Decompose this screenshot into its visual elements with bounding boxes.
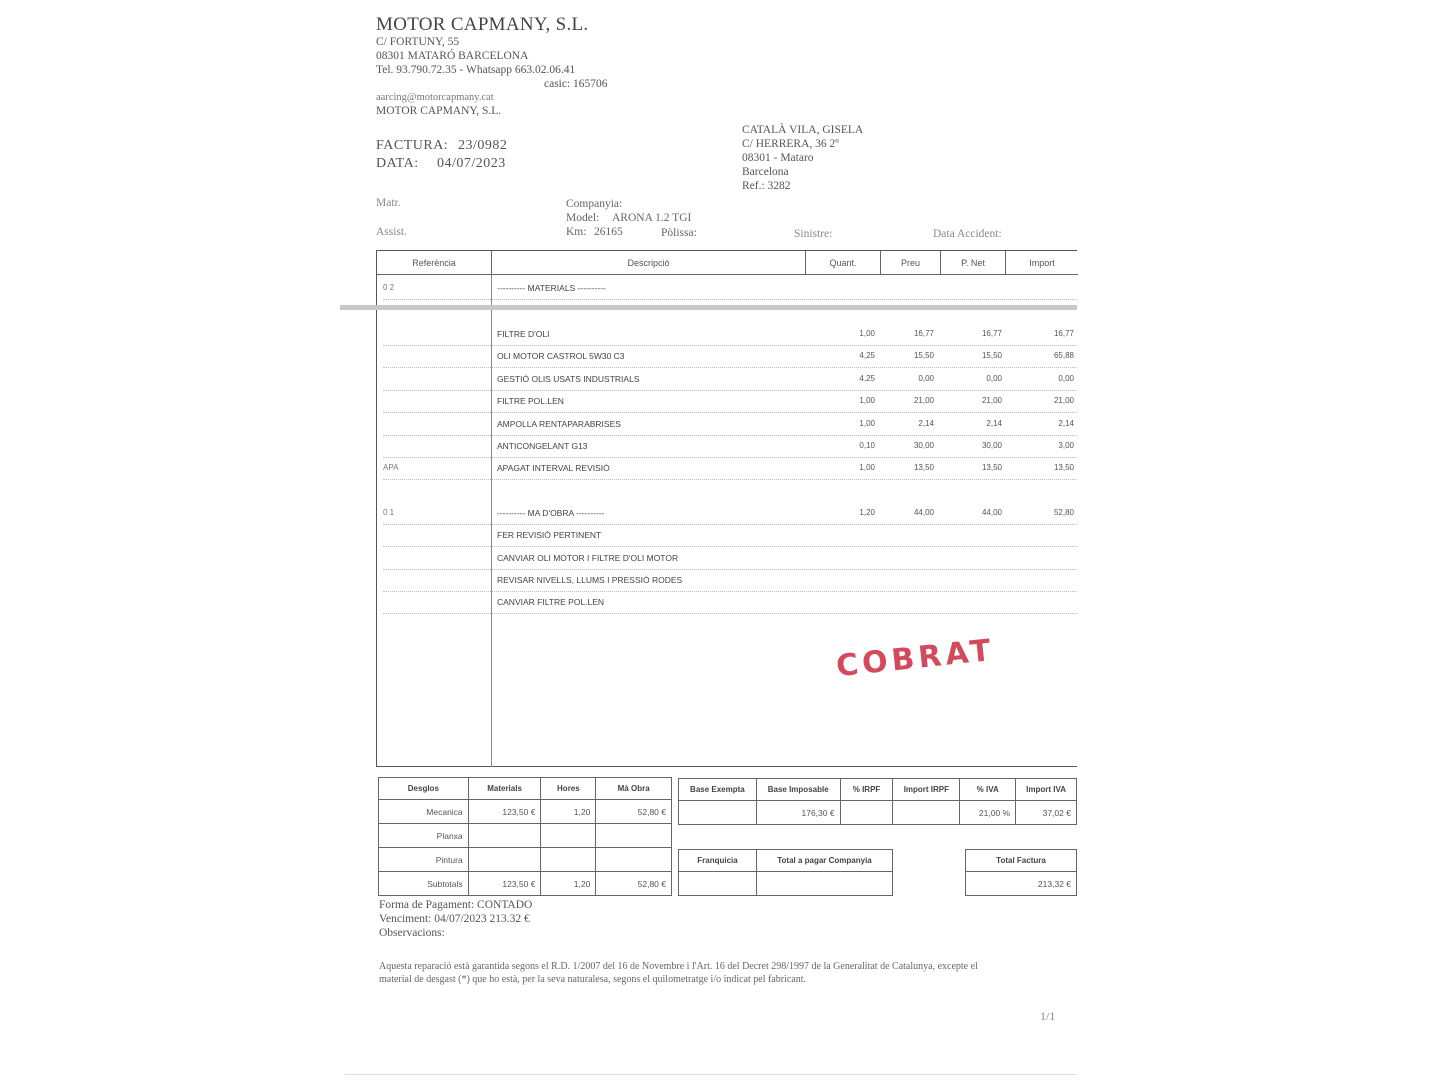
row-description: APAGAT INTERVAL REVISIÓ (497, 463, 610, 473)
invoice-number: 23/0982 (458, 138, 508, 153)
table-row (377, 369, 1077, 391)
company-email: aarcing@motorcapmany.cat (376, 92, 494, 103)
row-description: GESTIÓ OLIS USATS INDUSTRIALS (497, 374, 640, 384)
matr-label: Matr. (376, 197, 401, 209)
row-price: 15,50 (913, 351, 934, 360)
table-row (377, 346, 1077, 368)
franchise-header: Total a pagar Companyia (757, 850, 893, 872)
row-description: FILTRE D'OLI (497, 329, 550, 339)
row-description: ANTICONGELANT G13 (497, 441, 588, 451)
row-description: FER REVISIÓ PERTINENT (497, 530, 602, 540)
table-row (377, 503, 1077, 525)
row-amount: 3,00 (1058, 441, 1074, 450)
observations-label: Observacions: (379, 927, 445, 939)
row-quantity: 1,00 (859, 329, 875, 338)
breakdown-table (378, 777, 672, 896)
page-edge (345, 1074, 1077, 1075)
row-quantity: 1,00 (859, 396, 875, 405)
row-amount: 65,88 (1053, 351, 1074, 360)
page-number: 1/1 (1040, 1009, 1056, 1023)
data-accident-label: Data Accident: (933, 228, 1002, 240)
header-descripcio: Descripció (492, 251, 806, 275)
table-row (377, 414, 1077, 436)
row-description: CANVIAR FILTRE POL.LEN (497, 597, 605, 607)
breakdown-cell: 123,50 € (468, 872, 541, 896)
company-name: MOTOR CAPMANY, S.L. (376, 14, 589, 35)
row-amount: 16,77 (1053, 329, 1074, 338)
row-price: 44,00 (913, 508, 934, 517)
franchise-header: Franquicia (679, 850, 757, 872)
table-row (377, 525, 1077, 547)
table-row (377, 391, 1077, 413)
tax-header: % IVA (960, 779, 1016, 801)
tax-cell (679, 801, 757, 825)
table-row (377, 458, 1077, 480)
breakdown-cell: Mecanica (379, 800, 469, 824)
row-quantity: 1,20 (859, 508, 875, 517)
row-net-price: 44,00 (981, 508, 1002, 517)
table-row (377, 548, 1077, 570)
customer-province: Barcelona (742, 166, 789, 178)
row-description: CANVIAR OLI MOTOR I FILTRE D'OLI MOTOR (497, 553, 679, 563)
breakdown-cell: 1,20 (541, 872, 596, 896)
km-label: Km: (566, 226, 587, 238)
row-price: 21,00 (913, 396, 934, 405)
breakdown-cell: Subtotals (379, 872, 469, 896)
row-net-price: 2,14 (986, 419, 1002, 428)
row-net-price: 30,00 (981, 441, 1002, 450)
row-separator (383, 479, 1077, 480)
row-reference: 0 1 (383, 508, 395, 517)
invoice-date: 04/07/2023 (437, 156, 506, 171)
breakdown-cell: Pintura (379, 848, 469, 872)
franchise-table (678, 849, 893, 896)
tax-header: % IRPF (840, 779, 893, 801)
items-table (376, 250, 1077, 767)
tax-cell (893, 801, 960, 825)
row-description: ---------- MATERIALS ---------- (497, 283, 606, 293)
breakdown-cell: 1,20 (541, 800, 596, 824)
header-import: Import (1006, 251, 1078, 275)
row-quantity: 4,25 (859, 374, 875, 383)
companyia-label: Companyia: (566, 198, 623, 210)
tax-table (678, 778, 1077, 825)
row-reference: APA (383, 463, 399, 472)
row-net-price: 13,50 (981, 463, 1002, 472)
row-amount: 0,00 (1058, 374, 1074, 383)
row-net-price: 16,77 (981, 329, 1002, 338)
model-value: ARONA 1.2 TGI (612, 212, 692, 224)
row-net-price: 21,00 (981, 396, 1002, 405)
row-net-price: 0,00 (986, 374, 1002, 383)
breakdown-header-maobra: Mà Obra (596, 778, 672, 800)
company-casic: casic: 165706 (544, 78, 608, 90)
breakdown-cell (468, 848, 541, 872)
model-label: Model: (566, 212, 600, 224)
row-amount: 52,80 (1053, 508, 1074, 517)
invoice-date-label: DATA: (376, 156, 419, 171)
row-separator (383, 613, 1077, 614)
polissa-label: Pòlissa: (661, 227, 697, 239)
breakdown-header-materials: Materials (468, 778, 541, 800)
header-pnet: P. Net (941, 251, 1006, 275)
company-phone: Tel. 93.790.72.35 - Whatsapp 663.02.06.41 (376, 64, 576, 76)
breakdown-cell (596, 848, 672, 872)
customer-name: CATALÀ VILA, GISELA (742, 124, 864, 136)
row-amount: 13,50 (1053, 463, 1074, 472)
row-price: 30,00 (913, 441, 934, 450)
legal-text-line1: Aquesta reparació està garantida segons el R.D. 1/2007 del 16 de Novembre i l'Art. 16 del Decret 298/1997 de la Generalitat de Catalunya, excepte el (379, 961, 978, 972)
row-description: REVISAR NIVELLS, LLUMS I PRESSIÓ RODES (497, 575, 683, 585)
header-quant: Quant. (806, 251, 881, 275)
row-quantity: 1,00 (859, 419, 875, 428)
scan-artifact-bar (340, 305, 1077, 310)
row-price: 0,00 (918, 374, 934, 383)
tax-header: Import IRPF (893, 779, 960, 801)
row-quantity: 4,25 (859, 351, 875, 360)
row-description: OLI MOTOR CASTROL 5W30 C3 (497, 351, 625, 361)
row-reference: 0 2 (383, 283, 395, 292)
franchise-cell (679, 872, 757, 896)
table-row (377, 278, 1077, 300)
total-table (965, 849, 1077, 896)
row-separator (383, 367, 1077, 368)
company-name-secondary: MOTOR CAPMANY, S.L. (376, 105, 502, 117)
sinistre-label: Sinistre: (794, 228, 833, 240)
breakdown-cell (541, 824, 596, 848)
payment-method: Forma de Pagament: CONTADO (379, 899, 533, 911)
row-amount: 21,00 (1053, 396, 1074, 405)
km-value: 26165 (594, 226, 623, 238)
header-preu: Preu (881, 251, 941, 275)
breakdown-cell: 123,50 € (468, 800, 541, 824)
header-referencia: Referència (377, 251, 492, 275)
tax-cell: 176,30 € (756, 801, 840, 825)
paid-stamp: COBRAT (834, 632, 997, 685)
total-header: Total Factura (966, 850, 1077, 872)
breakdown-cell (541, 848, 596, 872)
total-value: 213,32 € (966, 872, 1077, 896)
company-address-line1: C/ FORTUNY, 55 (376, 36, 460, 48)
table-row (377, 324, 1077, 346)
row-separator (383, 546, 1077, 547)
row-separator (383, 299, 1077, 300)
breakdown-cell (596, 824, 672, 848)
tax-cell: 37,02 € (1016, 801, 1077, 825)
customer-street: C/ HERRERA, 36 2º (742, 138, 839, 150)
assist-label: Assist. (376, 226, 407, 238)
breakdown-cell: 52,80 € (596, 872, 672, 896)
row-description: AMPOLLA RENTAPARABRISES (497, 419, 621, 429)
franchise-cell (757, 872, 893, 896)
breakdown-cell: Planxa (379, 824, 469, 848)
tax-header: Base Exempta (679, 779, 757, 801)
row-quantity: 0,10 (859, 441, 875, 450)
breakdown-cell: 52,80 € (596, 800, 672, 824)
row-separator (383, 412, 1077, 413)
breakdown-header-desglos: Desglos (379, 778, 469, 800)
row-price: 16,77 (913, 329, 934, 338)
breakdown-cell (468, 824, 541, 848)
table-row (377, 592, 1077, 614)
row-net-price: 15,50 (981, 351, 1002, 360)
row-description: FILTRE POL.LEN (497, 396, 564, 406)
table-row (377, 570, 1077, 592)
company-address-line2: 08301 MATARÓ BARCELONA (376, 50, 529, 62)
legal-text-line2: material de desgast (*) que ho està, per la seva naturalesa, segons el quilometratge i/o indicat pel fabricant. (379, 974, 807, 985)
tax-header: Import IVA (1016, 779, 1077, 801)
tax-header: Base Imposable (756, 779, 840, 801)
row-quantity: 1,00 (859, 463, 875, 472)
table-row (377, 436, 1077, 458)
customer-city: 08301 - Mataro (742, 152, 814, 164)
tax-cell: 21,00 % (960, 801, 1016, 825)
invoice-number-label: FACTURA: (376, 138, 449, 153)
tax-cell (840, 801, 893, 825)
row-price: 2,14 (918, 419, 934, 428)
breakdown-header-hores: Hores (541, 778, 596, 800)
row-amount: 2,14 (1058, 419, 1074, 428)
customer-ref: Ref.: 3282 (742, 180, 791, 192)
payment-due: Venciment: 04/07/2023 213.32 € (379, 913, 530, 925)
row-description: ---------- MA D'OBRA ---------- (497, 508, 605, 518)
row-price: 13,50 (913, 463, 934, 472)
